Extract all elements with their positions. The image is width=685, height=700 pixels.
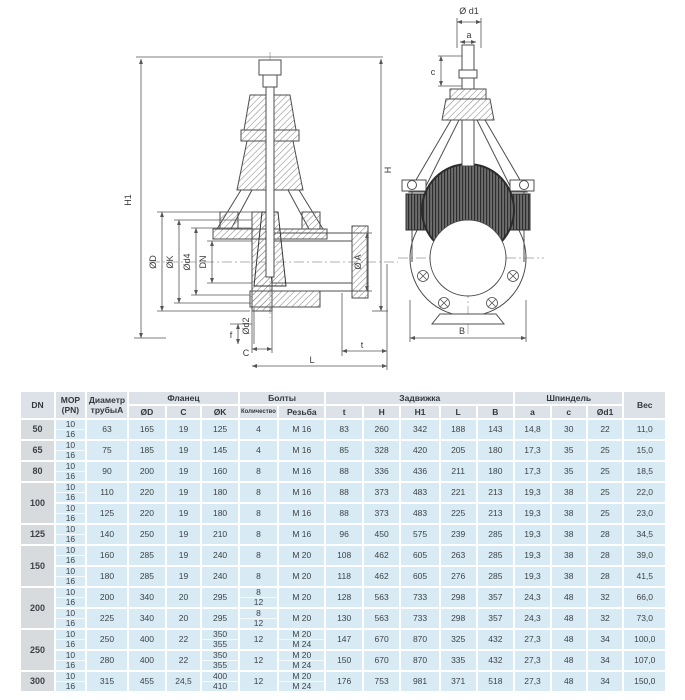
table-body	[21, 420, 665, 691]
cell-h1: 605	[401, 546, 438, 565]
cell-t: 108	[326, 546, 361, 565]
cell-t: 88	[326, 462, 361, 481]
cell-b: 180	[478, 462, 513, 481]
header-group-flange: Фланец	[129, 392, 238, 404]
cell-l: 298	[441, 588, 476, 607]
cell-h: 753	[364, 672, 399, 691]
dim-label-h1: H1	[123, 194, 133, 206]
cell-w: 100,0	[624, 630, 665, 649]
table-header	[21, 392, 665, 418]
cell-fd: 165	[129, 420, 164, 439]
cell-sc: 48	[552, 609, 586, 628]
cell-t: 176	[326, 672, 361, 691]
cell-dn: 125	[21, 525, 54, 544]
dim-label-dn: DN	[198, 255, 208, 269]
cell-pipe: 250	[87, 630, 127, 649]
cell-pipe: 160	[87, 546, 127, 565]
cell-sc: 38	[552, 546, 586, 565]
cell-pipe: 90	[87, 462, 127, 481]
cell-sa: 24,3	[515, 609, 550, 628]
cell-dn: 80	[21, 462, 54, 481]
cell-fk: 240	[202, 546, 237, 565]
cell-l: 188	[441, 420, 476, 439]
cell-thread: M 16	[279, 462, 324, 481]
cell-l: 211	[441, 462, 476, 481]
cell-sc: 35	[552, 462, 586, 481]
dim-label-t: t	[360, 340, 364, 350]
cell-pipe: 110	[87, 483, 127, 502]
cell-h1: 575	[401, 525, 438, 544]
cell-fc: 20	[167, 609, 201, 628]
cell-b: 432	[478, 651, 513, 670]
header-sc: c	[552, 406, 586, 418]
header-pipe-diameter: Диаметр трубыА	[87, 392, 127, 418]
cell-sc: 48	[552, 651, 586, 670]
header-dn: DN	[21, 392, 54, 418]
header-group-bolts: Болты	[240, 392, 325, 404]
cell-sc: 38	[552, 525, 586, 544]
cell-fk: 295	[202, 588, 237, 607]
cell-h: 373	[364, 504, 399, 523]
cell-thread: M 16	[279, 504, 324, 523]
cell-sd1: 34	[588, 651, 623, 670]
cell-thread: M 20	[279, 609, 324, 628]
cell-w: 23,0	[624, 504, 665, 523]
cell-h1: 483	[401, 483, 438, 502]
header-group-spindle: Шпиндель	[515, 392, 622, 404]
cell-sc: 48	[552, 630, 586, 649]
cell-pipe: 180	[87, 567, 127, 586]
cell-fk: 180	[202, 504, 237, 523]
cell-h1: 605	[401, 567, 438, 586]
table-row	[21, 441, 665, 460]
cell-fc: 19	[167, 546, 201, 565]
cell-qty: 8	[240, 546, 277, 565]
cell-t: 147	[326, 630, 361, 649]
header-l: L	[441, 406, 476, 418]
cell-sc: 38	[552, 567, 586, 586]
header-h1: H1	[401, 406, 438, 418]
header-t: t	[326, 406, 361, 418]
cell-sa: 27,3	[515, 630, 550, 649]
cell-fd: 200	[129, 462, 164, 481]
cell-h1: 981	[401, 672, 438, 691]
cell-dn: 250	[21, 630, 54, 670]
cell-h: 563	[364, 588, 399, 607]
cell-fd: 220	[129, 483, 164, 502]
cell-t: 128	[326, 588, 361, 607]
cell-mop: 10 16	[56, 630, 85, 649]
cell-t: 88	[326, 504, 361, 523]
cell-h: 670	[364, 630, 399, 649]
cell-sd1: 25	[588, 441, 623, 460]
cell-dn: 100	[21, 483, 54, 523]
cell-sd1: 28	[588, 525, 623, 544]
dim-label-l: L	[309, 355, 315, 365]
cell-pipe: 225	[87, 609, 127, 628]
cell-fk: 180	[202, 483, 237, 502]
cell-thread: M 20	[279, 588, 324, 607]
header-h: H	[364, 406, 399, 418]
dim-label-a: a	[466, 30, 472, 40]
cell-mop: 10 16	[56, 462, 85, 481]
cell-thread: M 16	[279, 420, 324, 439]
cell-w: 41,5	[624, 567, 665, 586]
cell-mop: 10 16	[56, 567, 85, 586]
cell-sd1: 28	[588, 567, 623, 586]
cell-sc: 30	[552, 420, 586, 439]
cell-h1: 420	[401, 441, 438, 460]
cell-t: 85	[326, 441, 361, 460]
cell-mop: 10 16	[56, 525, 85, 544]
cell-mop: 10 16	[56, 588, 85, 607]
cell-pipe: 315	[87, 672, 127, 691]
cell-qty: 12	[240, 651, 277, 670]
header-b: B	[478, 406, 513, 418]
right-view-front	[398, 45, 544, 334]
cell-b: 357	[478, 588, 513, 607]
header-c: C	[167, 406, 201, 418]
cell-mop: 10 16	[56, 609, 85, 628]
cell-sc: 35	[552, 441, 586, 460]
cell-l: 225	[441, 504, 476, 523]
cell-w: 73,0	[624, 609, 665, 628]
cell-qty: 12	[240, 672, 277, 691]
cell-dn: 200	[21, 588, 54, 628]
cell-h1: 483	[401, 504, 438, 523]
cell-l: 205	[441, 441, 476, 460]
header-a: a	[515, 406, 550, 418]
cell-fc: 19	[167, 483, 201, 502]
header-weight: Вес	[624, 392, 665, 418]
header-qty: Количество	[240, 406, 277, 418]
dim-label-od1: Ø d1	[459, 6, 479, 16]
table-row	[21, 420, 665, 439]
cell-h: 328	[364, 441, 399, 460]
cell-qty: 8 12	[240, 588, 277, 607]
spec-table	[19, 390, 667, 693]
cell-sa: 19,3	[515, 546, 550, 565]
cell-pipe: 200	[87, 588, 127, 607]
cell-qty: 4	[240, 441, 277, 460]
cell-b: 357	[478, 609, 513, 628]
cell-w: 11,0	[624, 420, 665, 439]
cell-fd: 285	[129, 567, 164, 586]
header-thread: Резьба	[279, 406, 324, 418]
cell-sd1: 34	[588, 630, 623, 649]
cell-h: 260	[364, 420, 399, 439]
header-ok: ØK	[202, 406, 237, 418]
cell-qty: 4	[240, 420, 277, 439]
table-row	[21, 567, 665, 586]
cell-sa: 19,3	[515, 483, 550, 502]
dim-label-od4: Ød4	[182, 253, 192, 271]
cell-thread: M 20 M 24	[279, 651, 324, 670]
cell-thread: M 16	[279, 525, 324, 544]
cell-b: 285	[478, 567, 513, 586]
cell-fc: 19	[167, 504, 201, 523]
cell-h: 373	[364, 483, 399, 502]
cell-qty: 12	[240, 630, 277, 649]
cell-fk: 125	[202, 420, 237, 439]
cell-b: 213	[478, 483, 513, 502]
cell-l: 221	[441, 483, 476, 502]
cell-sd1: 32	[588, 588, 623, 607]
cell-mop: 10 16	[56, 504, 85, 523]
cell-fk: 400 410	[202, 672, 237, 691]
header-od: ØD	[129, 406, 164, 418]
cell-b: 285	[478, 525, 513, 544]
cell-fk: 350 355	[202, 651, 237, 670]
cell-fd: 400	[129, 651, 164, 670]
cell-fd: 185	[129, 441, 164, 460]
cell-t: 88	[326, 483, 361, 502]
cell-sd1: 22	[588, 420, 623, 439]
cell-pipe: 140	[87, 525, 127, 544]
table-row	[21, 504, 665, 523]
cell-w: 22,0	[624, 483, 665, 502]
cell-dn: 150	[21, 546, 54, 586]
cell-fc: 19	[167, 567, 201, 586]
cell-h1: 870	[401, 630, 438, 649]
cell-fd: 455	[129, 672, 164, 691]
cell-w: 66,0	[624, 588, 665, 607]
cell-sa: 17,3	[515, 441, 550, 460]
cell-w: 34,5	[624, 525, 665, 544]
cell-h1: 733	[401, 588, 438, 607]
cell-qty: 8	[240, 504, 277, 523]
cell-b: 432	[478, 630, 513, 649]
cell-h: 563	[364, 609, 399, 628]
cell-t: 130	[326, 609, 361, 628]
cell-sa: 17,3	[515, 462, 550, 481]
dim-label-h: H	[383, 166, 393, 174]
cell-sa: 19,3	[515, 567, 550, 586]
cell-h: 462	[364, 567, 399, 586]
cell-sc: 48	[552, 588, 586, 607]
cell-l: 371	[441, 672, 476, 691]
cell-fk: 160	[202, 462, 237, 481]
cell-qty: 8	[240, 567, 277, 586]
table-row	[21, 630, 665, 649]
cell-b: 213	[478, 504, 513, 523]
table-row	[21, 609, 665, 628]
cell-h1: 870	[401, 651, 438, 670]
cell-dn: 50	[21, 420, 54, 439]
dim-label-od: ØD	[148, 255, 158, 269]
cell-fc: 19	[167, 420, 201, 439]
cell-w: 150,0	[624, 672, 665, 691]
cell-pipe: 125	[87, 504, 127, 523]
table-row	[21, 651, 665, 670]
table-row	[21, 525, 665, 544]
dim-label-od2: Ød2	[241, 317, 251, 335]
cell-qty: 8	[240, 483, 277, 502]
cell-sd1: 25	[588, 462, 623, 481]
cell-t: 150	[326, 651, 361, 670]
dim-label-ok: ØK	[165, 255, 175, 269]
cell-fc: 19	[167, 462, 201, 481]
table-row	[21, 672, 665, 691]
cell-dn: 300	[21, 672, 54, 691]
header-mop: MOP (PN)	[56, 392, 85, 418]
cell-pipe: 75	[87, 441, 127, 460]
cell-mop: 10 16	[56, 483, 85, 502]
cell-fd: 285	[129, 546, 164, 565]
cell-sd1: 25	[588, 504, 623, 523]
dim-label-c-flange: C	[242, 348, 250, 358]
cell-l: 276	[441, 567, 476, 586]
cell-l: 325	[441, 630, 476, 649]
cell-qty: 8	[240, 462, 277, 481]
left-view-section	[150, 52, 398, 318]
cell-thread: M 16	[279, 441, 324, 460]
cell-b: 285	[478, 546, 513, 565]
cell-fd: 340	[129, 609, 164, 628]
cell-sd1: 34	[588, 672, 623, 691]
cell-pipe: 280	[87, 651, 127, 670]
cell-sa: 14,8	[515, 420, 550, 439]
cell-sa: 27,3	[515, 651, 550, 670]
cell-thread: M 20 M 24	[279, 630, 324, 649]
cell-sd1: 28	[588, 546, 623, 565]
cell-fk: 145	[202, 441, 237, 460]
cell-l: 263	[441, 546, 476, 565]
cell-thread: M 20 M 24	[279, 672, 324, 691]
cell-b: 518	[478, 672, 513, 691]
cell-pipe: 63	[87, 420, 127, 439]
cell-w: 39,0	[624, 546, 665, 565]
table-row	[21, 483, 665, 502]
dim-label-b: B	[458, 326, 466, 336]
dim-label-c-spindle: c	[430, 67, 436, 77]
table-row	[21, 588, 665, 607]
header-od1: Ød1	[588, 406, 623, 418]
cell-w: 107,0	[624, 651, 665, 670]
cell-l: 335	[441, 651, 476, 670]
cell-fc: 22	[167, 630, 201, 649]
table-row	[21, 462, 665, 481]
cell-fc: 20	[167, 588, 201, 607]
cell-t: 83	[326, 420, 361, 439]
cell-mop: 10 16	[56, 441, 85, 460]
cell-t: 118	[326, 567, 361, 586]
cell-fc: 19	[167, 525, 201, 544]
cell-l: 298	[441, 609, 476, 628]
cell-mop: 10 16	[56, 651, 85, 670]
cell-mop: 10 16	[56, 672, 85, 691]
cell-sc: 38	[552, 483, 586, 502]
cell-qty: 8 12	[240, 609, 277, 628]
cell-sa: 19,3	[515, 525, 550, 544]
cell-sc: 38	[552, 504, 586, 523]
cell-sd1: 25	[588, 483, 623, 502]
cell-fk: 240	[202, 567, 237, 586]
cell-sa: 24,3	[515, 588, 550, 607]
cell-h1: 436	[401, 462, 438, 481]
cell-mop: 10 16	[56, 546, 85, 565]
cell-thread: M 20	[279, 567, 324, 586]
cell-h: 462	[364, 546, 399, 565]
cell-h: 670	[364, 651, 399, 670]
table-row	[21, 546, 665, 565]
cell-h1: 342	[401, 420, 438, 439]
cell-w: 15,0	[624, 441, 665, 460]
cell-fd: 250	[129, 525, 164, 544]
cell-fc: 19	[167, 441, 201, 460]
cell-w: 18,5	[624, 462, 665, 481]
cell-h: 336	[364, 462, 399, 481]
dim-label-f: f	[229, 330, 233, 340]
cell-thread: M 16	[279, 483, 324, 502]
cell-sa: 27,3	[515, 672, 550, 691]
cell-sc: 48	[552, 672, 586, 691]
cell-l: 239	[441, 525, 476, 544]
dim-label-oa: Ø A	[353, 254, 363, 270]
cell-b: 180	[478, 441, 513, 460]
cell-fk: 210	[202, 525, 237, 544]
cell-t: 96	[326, 525, 361, 544]
cell-fk: 350 355	[202, 630, 237, 649]
cell-fk: 295	[202, 609, 237, 628]
cell-b: 143	[478, 420, 513, 439]
cell-h: 450	[364, 525, 399, 544]
cell-mop: 10 16	[56, 420, 85, 439]
cell-thread: M 20	[279, 546, 324, 565]
cell-fd: 220	[129, 504, 164, 523]
cell-fc: 24,5	[167, 672, 201, 691]
cell-qty: 8	[240, 525, 277, 544]
cell-dn: 65	[21, 441, 54, 460]
cell-sa: 19,3	[515, 504, 550, 523]
cell-sd1: 32	[588, 609, 623, 628]
cell-fd: 340	[129, 588, 164, 607]
header-group-valve: Задвижка	[326, 392, 513, 404]
cell-h1: 733	[401, 609, 438, 628]
cell-fc: 22	[167, 651, 201, 670]
cell-fd: 400	[129, 630, 164, 649]
